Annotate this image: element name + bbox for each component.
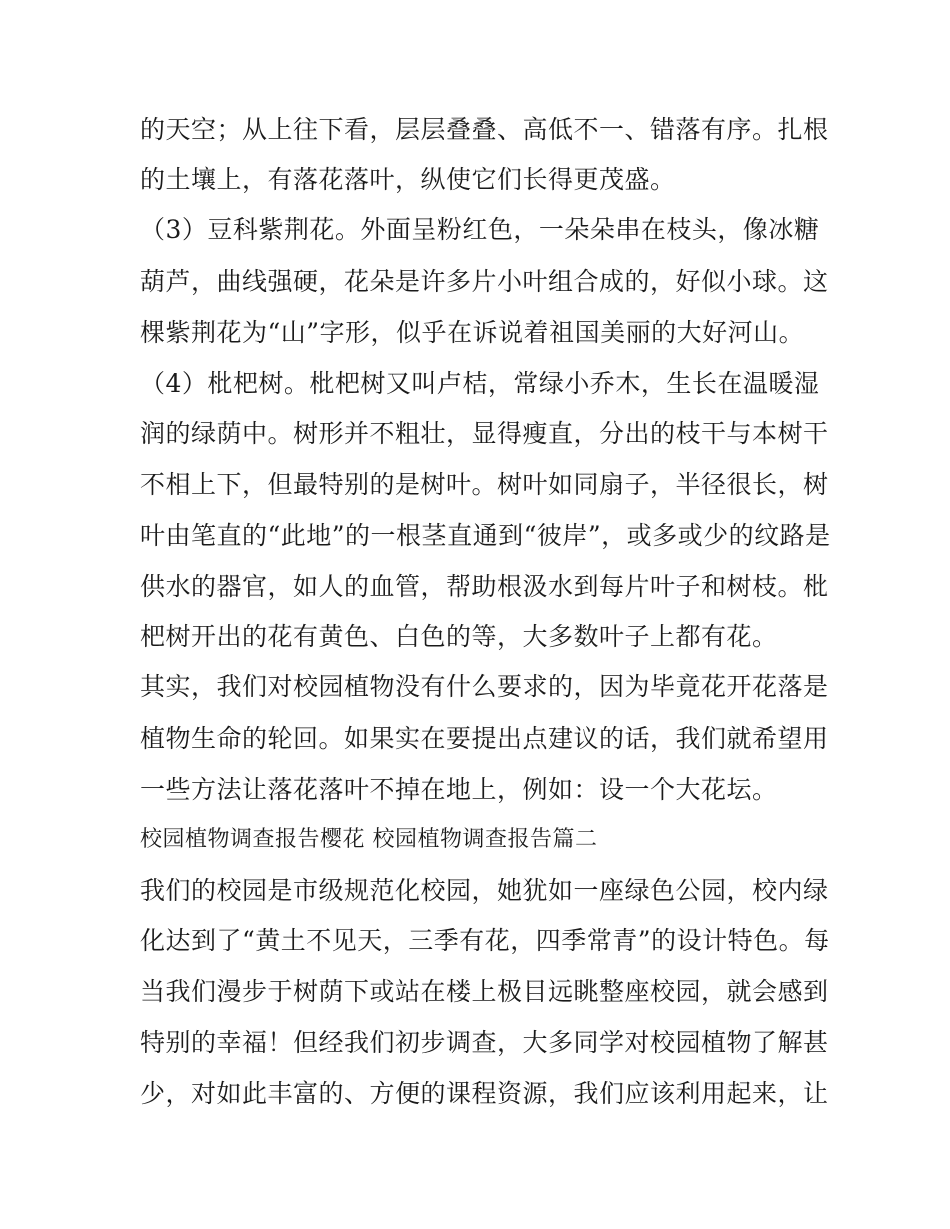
text-line: 葫芦，曲线强硬，花朵是许多片小叶组合成的，好似小球。这 — [140, 267, 829, 296]
text-line: 少，对如此丰富的、方便的课程资源，我们应该利用起来，让 — [140, 1079, 829, 1108]
text-line: 当我们漫步于树荫下或站在楼上极目远眺整座校园，就会感到 — [140, 977, 829, 1006]
text-line: 我们的校园是市级规范化校园，她犹如一座绿色公园，校内绿 — [140, 876, 829, 905]
text-line: （3）豆科紫荆花。外面呈粉红色，一朵朵串在枝头，像冰糖 — [140, 215, 820, 244]
text-line: 一些方法让落花落叶不掉在地上，例如：设一个大花坛。 — [140, 775, 778, 804]
text-line: 特别的幸福！但经我们初步调查，大多同学对校园植物了解甚 — [140, 1028, 829, 1057]
text-line: 的天空；从上往下看，层层叠叠、高低不一、错落有序。扎根 — [140, 115, 829, 144]
text-line: 其实，我们对校园植物没有什么要求的，因为毕竟花开花落是 — [140, 672, 829, 701]
text-line: 润的绿荫中。树形并不粗壮，显得瘦直，分出的枝干与本树干 — [140, 419, 829, 448]
text-line: 的土壤上，有落花落叶，纵使它们长得更茂盛。 — [140, 165, 676, 194]
text-line: 植物生命的轮回。如果实在要提出点建议的话，我们就希望用 — [140, 724, 829, 753]
text-line: 不相上下，但最特别的是树叶。树叶如同扇子，半径很长，树 — [140, 470, 829, 499]
text-line: 棵紫荆花为“山”字形，似乎在诉说着祖国美丽的大好河山。 — [140, 318, 805, 347]
text-line: （4）枇杷树。枇杷树又叫卢桔，常绿小乔木，生长在温暖湿 — [140, 369, 820, 398]
text-line: 供水的器官，如人的血管，帮助根汲水到每片叶子和树枝。枇 — [140, 572, 829, 601]
section-heading: 校园植物调查报告樱花 校园植物调查报告篇二 — [140, 827, 598, 852]
text-line: 叶由笔直的“此地”的一根茎直通到“彼岸”，或多或少的纹路是 — [140, 521, 831, 550]
text-line: 杷树开出的花有黄色、白色的等，大多数叶子上都有花。 — [140, 622, 778, 651]
text-line: 化达到了“黄土不见天，三季有花，四季常青”的设计特色。每 — [140, 926, 830, 955]
